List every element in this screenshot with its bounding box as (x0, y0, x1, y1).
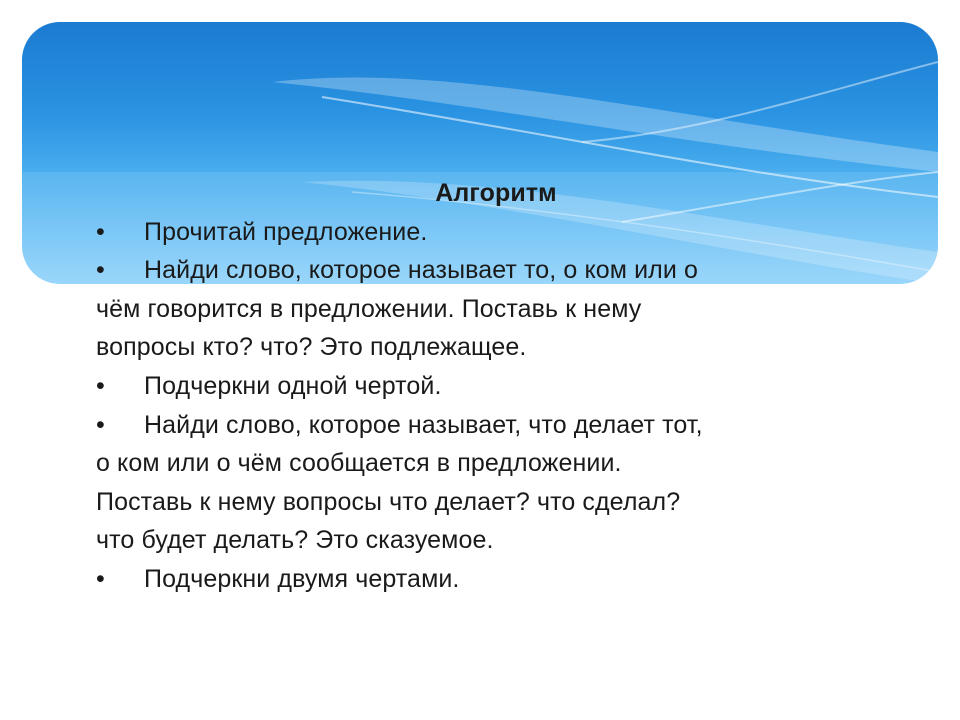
line-text: Подчеркни одной чертой. (144, 371, 442, 400)
continuation-line (96, 521, 876, 560)
line-text: чём говорится в предложении. Поставь к нему (96, 294, 642, 323)
line-text: о ком или о чём сообщается в предложении. (96, 449, 622, 478)
bullet-marker: • (96, 371, 105, 400)
bullet-line (96, 251, 876, 290)
bullet-line (96, 406, 876, 445)
continuation-line (96, 444, 876, 483)
algorithm-heading: Алгоритм (435, 179, 557, 207)
bullet-line (96, 213, 876, 252)
continuation-line (96, 483, 876, 522)
line-text: Подчеркни двумя чертами. (144, 564, 460, 593)
continuation-line (96, 328, 876, 367)
bullet-marker: • (96, 217, 105, 246)
line-text: Найди слово, которое называет, что делает тот, (144, 410, 703, 439)
bullet-line (96, 367, 876, 406)
line-text: что будет делать? Это сказуемое. (96, 526, 494, 555)
line-text: Прочитай предложение. (144, 217, 428, 246)
line-text: Поставь к нему вопросы что делает? что сделал? (96, 487, 681, 516)
bullet-marker: • (96, 564, 105, 593)
continuation-line (96, 290, 876, 329)
algorithm-lines (96, 213, 876, 599)
bullet-marker: • (96, 410, 105, 439)
bullet-marker: • (96, 256, 105, 285)
line-text: Найди слово, которое называет то, о ком или о (144, 256, 698, 285)
bullet-line (96, 560, 876, 599)
algorithm-text (96, 174, 876, 599)
line-text: вопросы кто? что? Это подлежащее. (96, 333, 527, 362)
